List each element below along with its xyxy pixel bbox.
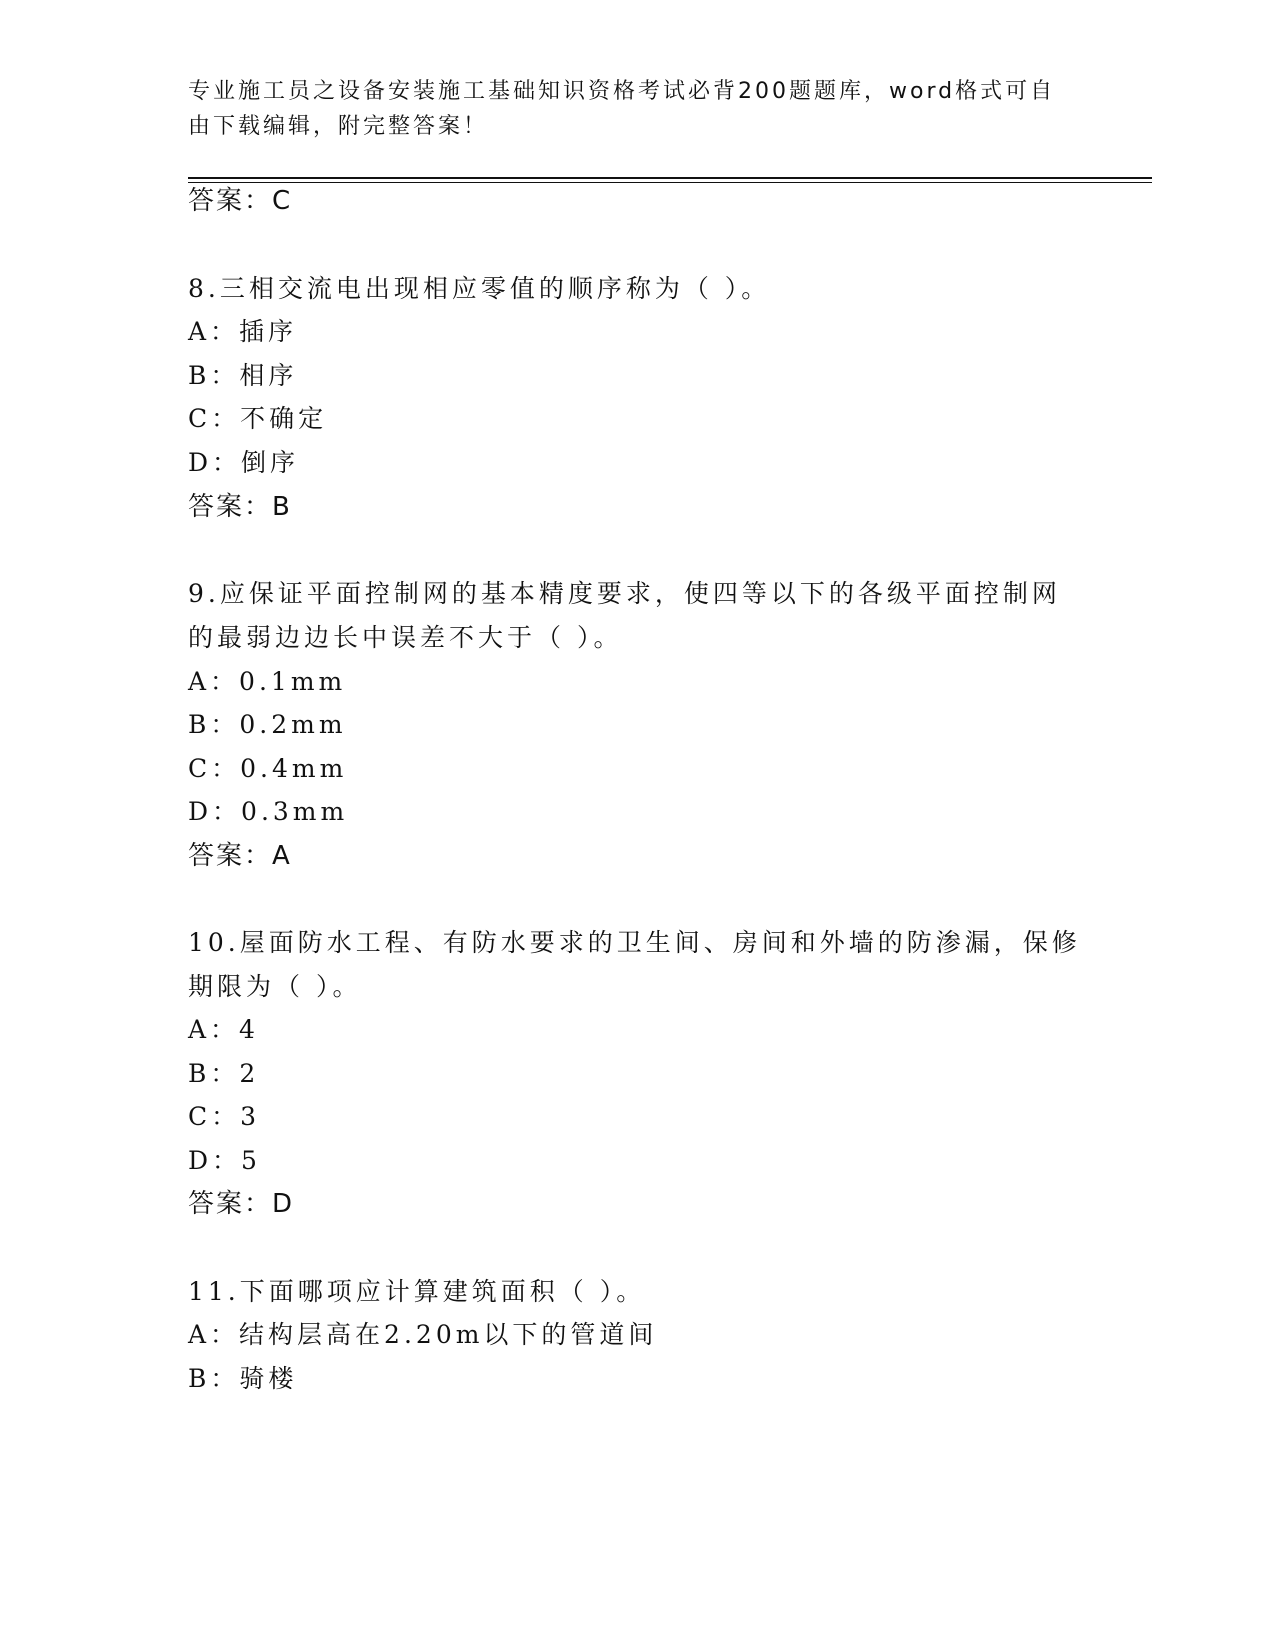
question-11-text: 11.下面哪项应计算建筑面积（ ）。 [188,1277,646,1306]
question-8-option-a: A：插序 [188,317,298,346]
header-rule-thick [188,177,1152,179]
document-header: 专业施工员之设备安装施工基础知识资格考试必背200题题库，word格式可自由下载编辑，附完整答案！ [188,79,1056,139]
question-9-option-c: C：0.4mm [188,754,348,783]
question-8-answer: 答案：B [188,492,292,522]
question-10-text-line-1: 10.屋面防水工程、有防水要求的卫生间、房间和外墙的防渗漏，保修 [188,928,1081,957]
question-8-option-d: D：倒序 [188,448,300,477]
question-8-text: 8.三相交流电出现相应零值的顺序称为（ ）。 [188,274,771,303]
question-10-option-a: A：4 [188,1015,259,1044]
question-9-option-d: D：0.3mm [188,797,349,826]
question-9-text-line-2: 的最弱边边长中误差不大于（ ）。 [188,623,623,652]
previous-answer: 答案：C [188,186,293,216]
question-11-option-b: B：骑楼 [188,1364,298,1393]
question-9-answer: 答案：A [188,841,292,871]
question-10-text-line-2: 期限为（ ）。 [188,972,362,1001]
question-8-option-c: C：不确定 [188,404,328,433]
question-11-option-a: A：结构层高在2.20m以下的管道间 [188,1320,658,1349]
question-9-option-b: B：0.2mm [188,710,347,739]
question-10-option-d: D：5 [188,1146,261,1175]
question-8-option-b: B：相序 [188,361,298,390]
question-9-option-a: A：0.1mm [188,667,347,696]
question-10-answer: 答案：D [188,1189,295,1219]
question-10-option-c: C：3 [188,1102,261,1131]
question-10-option-b: B：2 [188,1059,260,1088]
header-rule-thin [188,182,1152,183]
question-9-text-line-1: 9.应保证平面控制网的基本精度要求，使四等以下的各级平面控制网 [188,579,1061,608]
